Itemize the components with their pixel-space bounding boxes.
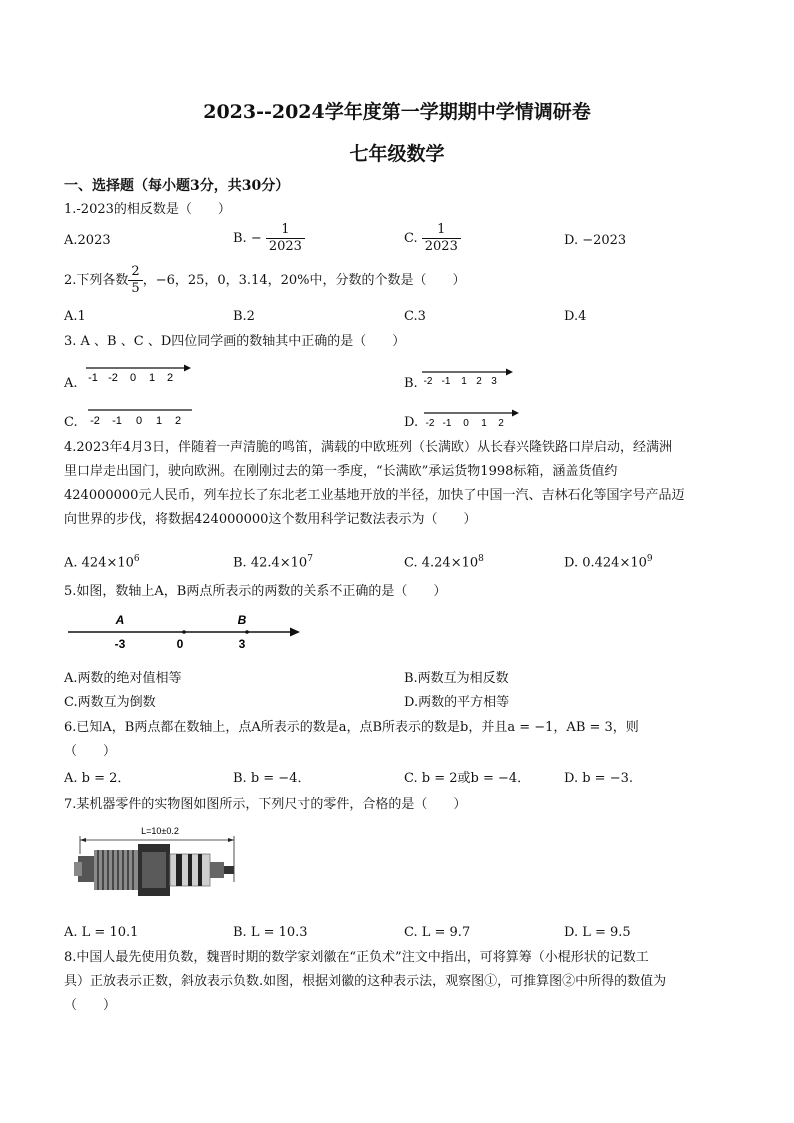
q8-line-2: 具）正放表示正数，斜放表示负数.如图，根据刘徽的这种表示法，观察图①，可推算图②中所得的数值为 <box>64 974 667 989</box>
q1-c-fraction <box>422 222 461 255</box>
q2-frac-den: 5 <box>131 281 140 296</box>
q5-option-b: B.两数互为相反数 <box>404 671 509 686</box>
q3-b-tick-4: 2 <box>476 376 482 387</box>
q3-axis-b <box>420 364 520 392</box>
q3-b-tick-1: -2 <box>423 376 433 387</box>
q4-b-base: B. 42.4×10 <box>233 555 308 571</box>
section-heading: 一、选择题（每小题3分，共30分） <box>64 178 290 194</box>
question-4-stem <box>64 436 730 532</box>
q7-dimension-label: L=10±0.2 <box>141 826 179 836</box>
q5-option-a: A.两数的绝对值相等 <box>64 671 182 686</box>
q4-option-c <box>404 550 484 572</box>
q3-axis-d <box>422 406 522 432</box>
q3-d-tick-1: -2 <box>425 418 435 429</box>
exam-title: 2023--2024学年度第一学期期中学情调研卷 <box>203 101 591 123</box>
q6-line-1: 6.已知A，B两点都在数轴上，点A所表示的数是a，点B所表示的数是b，并且a = −1，AB = 3，则 <box>64 720 639 735</box>
q3-b-tick-5: 3 <box>491 376 497 387</box>
q1-option-c <box>404 222 461 255</box>
q3-c-tick-5: 2 <box>174 415 182 427</box>
q2-option-b: B.2 <box>233 309 255 324</box>
q3-axis-a <box>84 360 194 390</box>
q4-option-d <box>564 550 653 572</box>
q6-option-d: D. b = −3. <box>564 771 633 786</box>
q2-stem-pre: 2.下列各数 <box>64 273 129 288</box>
q3-axis-c <box>86 404 196 430</box>
q2-stem-post: ，−6，25，0，3.14，20%中，分数的个数是（ ） <box>142 273 466 288</box>
q8-line-3: （ ） <box>64 998 117 1013</box>
q4-a-base: A. 424×10 <box>64 555 134 571</box>
q4-d-base: D. 0.424×10 <box>564 555 647 571</box>
q4-c-base: C. 4.24×10 <box>404 555 479 571</box>
q1-option-b <box>233 222 305 255</box>
q1-c-prefix: C. <box>404 231 418 246</box>
q3-b-tick-3: 1 <box>461 376 467 387</box>
q3-a-tick-1: -1 <box>88 372 98 384</box>
q4-line-1: 4.2023年4月3日，伴随着一声清脆的鸣笛，满载的中欧班列（长满欧）从长春兴隆铁路口岸启动，经满洲 <box>64 440 673 455</box>
q1-b-fraction <box>266 222 305 255</box>
q3-d-tick-3: 0 <box>463 418 469 429</box>
q3-d-tick-2: -1 <box>442 418 452 429</box>
q3-a-tick-4: 1 <box>148 372 156 384</box>
q3-d-tick-5: 2 <box>498 418 504 429</box>
q3-c-tick-2: -1 <box>112 415 122 427</box>
q5-option-c: C.两数互为倒数 <box>64 695 156 710</box>
q5-point-b-value: 3 <box>238 637 246 651</box>
q4-line-2: 里口岸走出国门，驶向欧洲。在刚刚过去的第一季度，“长满欧”承运货物1998标箱，涵盖货值约 <box>64 464 618 479</box>
q7-option-d: D. L = 9.5 <box>564 925 631 940</box>
q5-point-a-value: -3 <box>114 637 126 651</box>
q5-point-a-label: A <box>115 613 125 627</box>
q3-c-tick-3: 0 <box>135 415 143 427</box>
q3-a-tick-3: 0 <box>129 372 137 384</box>
q3-b-tick-2: -1 <box>441 376 451 387</box>
question-1-stem: 1.-2023的相反数是（ ） <box>64 202 231 217</box>
q1-c-num: 1 <box>422 222 461 239</box>
question-7-stem: 7.某机器零件的实物图如图所示，下列尺寸的零件，合格的是（ ） <box>64 797 467 812</box>
q6-option-c: C. b = 2或b = −4． <box>404 771 531 786</box>
q3-option-d-label: D. <box>404 415 419 430</box>
q6-option-b: B. b = −4． <box>233 771 311 786</box>
q4-option-a <box>64 550 140 572</box>
question-2-stem <box>64 264 466 297</box>
q4-a-exp: 6 <box>133 554 140 564</box>
q3-d-tick-4: 1 <box>481 418 487 429</box>
q3-c-tick-4: 1 <box>155 415 163 427</box>
q7-option-a: A. L = 10.1 <box>64 925 139 940</box>
q8-line-1: 8.中国人最先使用负数，魏晋时期的数学家刘徽在“正负术”注文中指出，可将算筹（小棍形状的记数工 <box>64 950 649 965</box>
q3-option-b-label: B. <box>404 376 418 391</box>
q2-option-c: C.3 <box>404 309 426 324</box>
q2-option-a: A.1 <box>64 309 86 324</box>
q5-point-b-label: B <box>237 613 247 627</box>
q2-option-d: D.4 <box>564 309 587 324</box>
q4-option-b <box>233 550 313 572</box>
q1-option-a: A.2023 <box>64 233 111 248</box>
q5-number-line <box>66 612 306 654</box>
q3-option-c-label: C. <box>64 415 78 430</box>
q4-b-exp: 7 <box>307 554 313 564</box>
q6-option-a: A. b = 2． <box>64 771 131 786</box>
question-8-stem <box>64 946 730 1018</box>
q4-line-3: 424000000元人民币，列车拉长了东北老工业基地开放的半径，加快了中国一汽、吉林石化等国字号产品迈 <box>64 488 685 503</box>
q3-c-tick-1: -2 <box>90 415 100 427</box>
q2-fraction <box>128 264 142 297</box>
q2-frac-num: 2 <box>128 264 142 281</box>
q4-line-4: 向世界的步伐，将数据424000000这个数用科学记数法表示为（ ） <box>64 512 477 527</box>
q1-b-prefix: B. − <box>233 231 262 246</box>
q7-option-c: C. L = 9.7 <box>404 925 471 940</box>
q3-a-tick-2: -2 <box>108 372 118 384</box>
q4-c-exp: 8 <box>478 554 484 564</box>
q1-b-num: 1 <box>266 222 305 239</box>
q1-option-d: D. −2023 <box>564 233 627 248</box>
q3-a-tick-5: 2 <box>166 372 174 384</box>
q1-b-den: 2023 <box>268 239 302 254</box>
exam-subtitle: 七年级数学 <box>349 143 445 165</box>
q5-zero-value: 0 <box>176 637 184 651</box>
q7-option-b: B. L = 10.3 <box>233 925 308 940</box>
q6-line-2: （ ） <box>64 744 117 759</box>
q3-option-a-label: A. <box>64 376 78 391</box>
q5-option-d: D.两数的平方相等 <box>404 695 510 710</box>
question-5-stem: 5.如图，数轴上A，B两点所表示的两数的关系不正确的是（ ） <box>64 584 447 599</box>
q7-spark-plug-image <box>72 822 242 906</box>
q1-c-den: 2023 <box>424 239 458 254</box>
question-6-stem <box>64 716 730 764</box>
q4-d-exp: 9 <box>646 554 653 564</box>
question-3-stem: 3. A 、B 、C 、D四位同学画的数轴其中正确的是（ ） <box>64 334 406 349</box>
